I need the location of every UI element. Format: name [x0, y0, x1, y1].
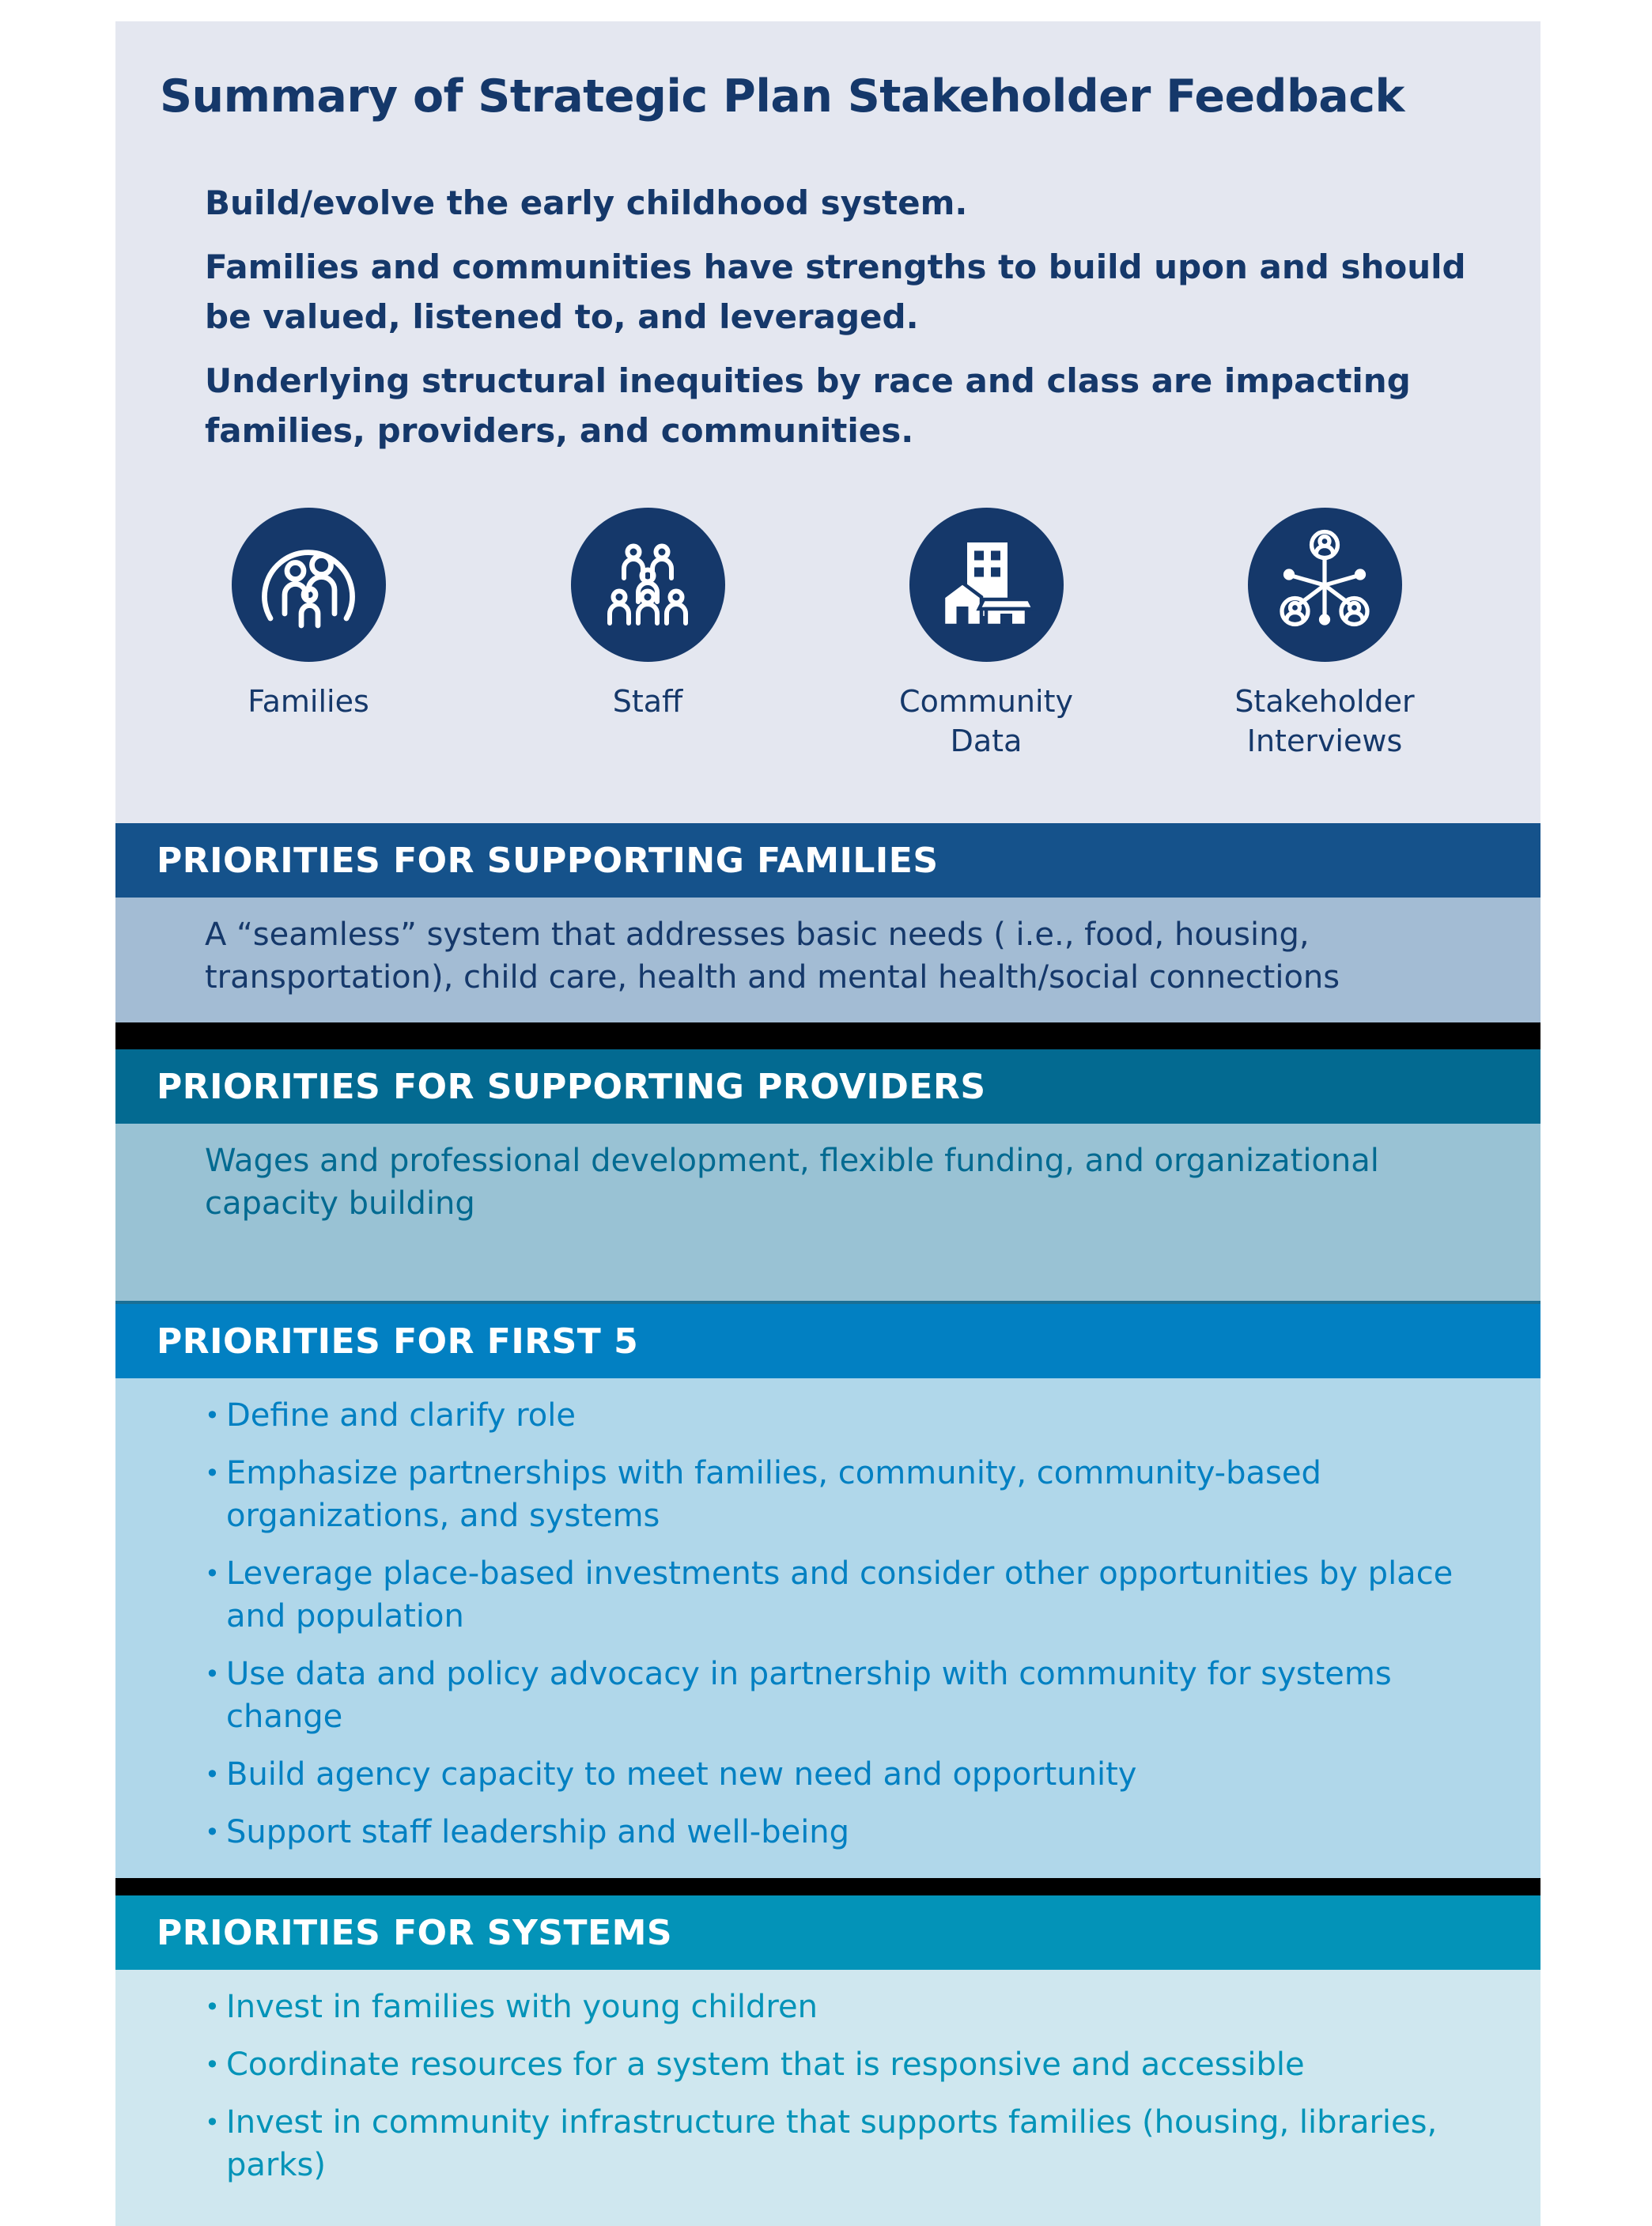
section-heading: PRIORITIES FOR SYSTEMS — [157, 1912, 673, 1953]
list-item: • Invest in community infrastructure that supports families (housing, libraries, parks) — [205, 2101, 1493, 2186]
list-item: • Invest in families with young children — [205, 1986, 1493, 2028]
family-icon — [232, 508, 386, 662]
list-item: • Use data and policy advocacy in partnership with community for systems change — [205, 1653, 1493, 1738]
intro-point-2: Families and communities have strengths to build upon and should be valued, listened to, and leveraged. — [205, 248, 1466, 336]
source-label: Staff — [612, 684, 683, 719]
source-community-data — [860, 508, 1113, 761]
source-label: Families — [248, 684, 369, 719]
first5-list — [205, 1394, 1493, 1854]
first5-header — [115, 1304, 1540, 1378]
source-label: Stakeholder Interviews — [1234, 684, 1415, 758]
section-heading: PRIORITIES FOR SUPPORTING FAMILIES — [157, 840, 939, 881]
list-item: • Build agency capacity to meet new need and opportunity — [205, 1753, 1493, 1796]
source-families — [182, 508, 435, 721]
source-stakeholder-interviews — [1198, 508, 1451, 761]
summary-page — [115, 21, 1540, 2226]
source-label: Community Data — [899, 684, 1073, 758]
section-heading: PRIORITIES FOR FIRST 5 — [157, 1321, 639, 1362]
source-staff — [521, 508, 774, 721]
section-text: Wages and professional development, flexible funding, and organizational capacity building — [205, 1143, 1379, 1222]
providers-header — [115, 1049, 1540, 1124]
section-text: A “seamless” system that addresses basic needs ( i.e., food, housing, transportation), child care, health and mental health/social connections — [205, 916, 1340, 996]
systems-header — [115, 1895, 1540, 1970]
network-people-icon — [1248, 508, 1402, 662]
families-body — [115, 898, 1540, 1022]
staff-group-icon — [571, 508, 725, 662]
systems-list — [205, 1986, 1493, 2186]
systems-body — [115, 1970, 1540, 2226]
list-item: • Define and clarify role — [205, 1394, 1493, 1437]
intro-point-3: Underlying structural inequities by race and class are impacting families, providers, and communities. — [205, 361, 1411, 450]
list-item: • Coordinate resources for a system that is responsive and accessible — [205, 2043, 1493, 2086]
providers-body — [115, 1124, 1540, 1301]
list-item: • Leverage place-based investments and consider other opportunities by place and population — [205, 1552, 1493, 1638]
buildings-icon — [909, 508, 1064, 662]
families-header — [115, 823, 1540, 898]
page-title: Summary of Strategic Plan Stakeholder Feedback — [160, 70, 1404, 123]
divider — [115, 1878, 1540, 1895]
section-heading: PRIORITIES FOR SUPPORTING PROVIDERS — [157, 1066, 986, 1107]
list-item: • Support staff leadership and well-being — [205, 1811, 1493, 1854]
intro-point-1: Build/evolve the early childhood system. — [205, 183, 968, 222]
divider — [115, 1022, 1540, 1049]
list-item: • Emphasize partnerships with families, community, community-based organizations, and systems — [205, 1452, 1493, 1537]
first5-body — [115, 1378, 1540, 1878]
